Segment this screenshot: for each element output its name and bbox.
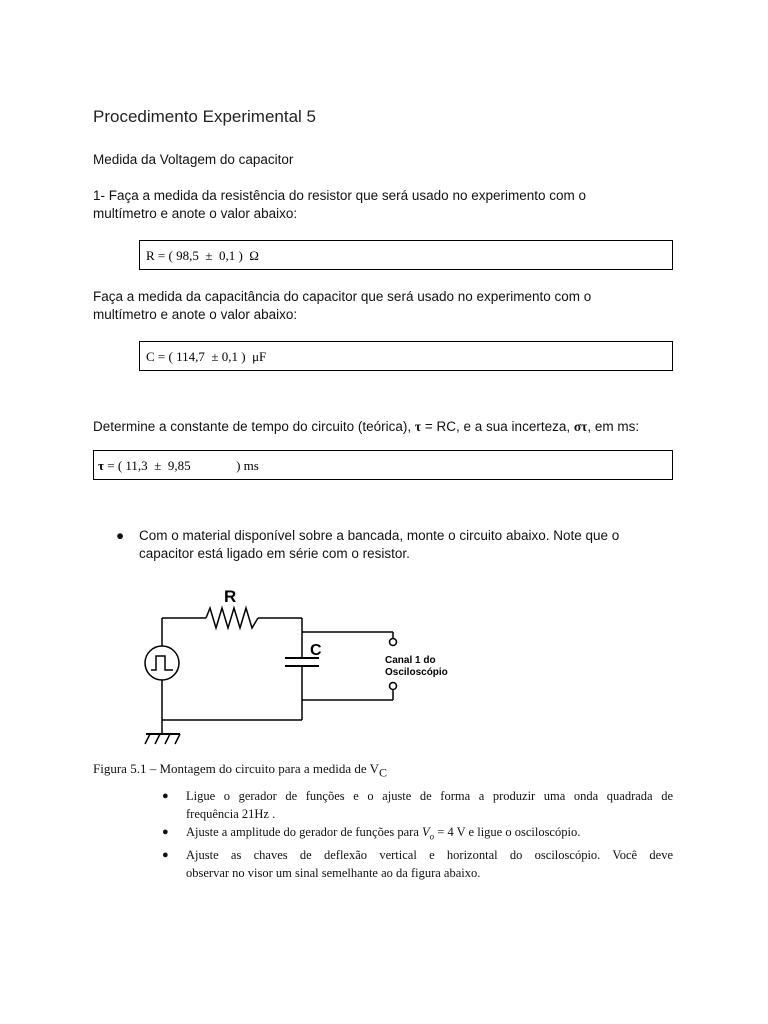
section-subtitle: Medida da Voltagem do capacitor [93, 152, 294, 167]
sigma-tau-symbol: στ [573, 419, 588, 434]
step2-line2: multímetro e anote o valor abaixo: [93, 307, 298, 322]
function-generator-symbol [145, 646, 179, 680]
procedure-item-1-line2: frequência 21Hz . [186, 807, 276, 821]
caption-subscript: C [379, 765, 388, 780]
procedure-item-2-text-b: = 4 V e ligue o osciloscópio. [434, 825, 581, 839]
procedure-list [162, 787, 673, 882]
ground-hatch-4 [175, 734, 180, 744]
procedure-item-3-line1: Ajuste as chaves de deflexão vertical e horizontal do osciloscópio. Você deve [186, 847, 673, 862]
step3-text-a: Determine a constante de tempo do circuito (teórica), [93, 419, 415, 434]
bullet-marker: ● [116, 528, 125, 543]
bullet1-text [139, 527, 619, 563]
probe-terminal-top [390, 639, 397, 646]
label-c: C [310, 642, 322, 659]
square-wave-icon [151, 656, 173, 670]
channel-label-line1: Canal 1 do [385, 655, 436, 666]
bullet1-line1: Com o material disponível sobre a bancada, monte o circuito abaixo. Note que o [139, 528, 620, 543]
procedure-item-1-line1: Ligue o gerador de funções e o ajuste de forma a produzir uma onda quadrada de [186, 789, 673, 803]
resistance-value: R = ( 98,5 ± 0,1 ) Ω [146, 248, 259, 263]
step3-text-c: , em ms: [587, 419, 640, 434]
bullet-marker: ● [162, 790, 169, 802]
tau-value [98, 458, 259, 474]
step2-line1: Faça a medida da capacitância do capacitor que será usado no experimento com o [93, 289, 592, 304]
step1-line1: 1- Faça a medida da resistência do resistor que será usado no experimento com o [93, 188, 587, 203]
figure-caption [93, 761, 387, 781]
procedure-item-2-text-a: Ajuste a amplitude do gerador de funções para [186, 825, 423, 839]
caption-text: Figura 5.1 – Montagem do circuito para a medida de V [93, 761, 380, 776]
vo-subscript: o [429, 831, 435, 842]
ground-hatch-3 [165, 734, 170, 744]
label-r: R [224, 587, 237, 606]
step2-text [93, 288, 591, 324]
resistor-symbol [206, 608, 258, 628]
resistance-answer-box [139, 240, 673, 270]
tau-symbol: τ [414, 419, 422, 434]
bullet-marker: ● [162, 826, 169, 838]
tau-box-symbol: τ [98, 458, 104, 473]
probe-terminal-bottom [390, 683, 397, 690]
vo-variable: V [422, 825, 430, 839]
ground-hatch-2 [155, 734, 160, 744]
bullet-marker: ● [162, 848, 169, 861]
bullet1-line2: capacitor está ligado em série com o resistor. [139, 546, 410, 561]
channel-label-line2: Osciloscópio [385, 667, 448, 678]
procedure-item-3 [162, 846, 673, 882]
ground-hatch-1 [145, 734, 150, 744]
tau-box-rest: = ( 11,3 ± 9,85 ) ms [104, 458, 259, 473]
procedure-item-3-line2: observar no visor um sinal semelhante ao da figura abaixo. [186, 865, 481, 880]
page-title: Procedimento Experimental 5 [93, 107, 317, 126]
step1-text [93, 187, 586, 223]
capacitance-value: C = ( 114,7 ± 0,1 ) μF [146, 349, 267, 364]
capacitance-answer-box [139, 341, 673, 371]
procedure-item-2 [162, 823, 673, 846]
circuit-diagram [140, 582, 470, 752]
step3-text-b: = RC, e a sua incerteza, [421, 419, 574, 434]
step3-text [93, 418, 639, 436]
step1-line2: multímetro e anote o valor abaixo: [93, 206, 298, 221]
tau-answer-box [93, 450, 673, 480]
procedure-item-1 [162, 787, 673, 823]
